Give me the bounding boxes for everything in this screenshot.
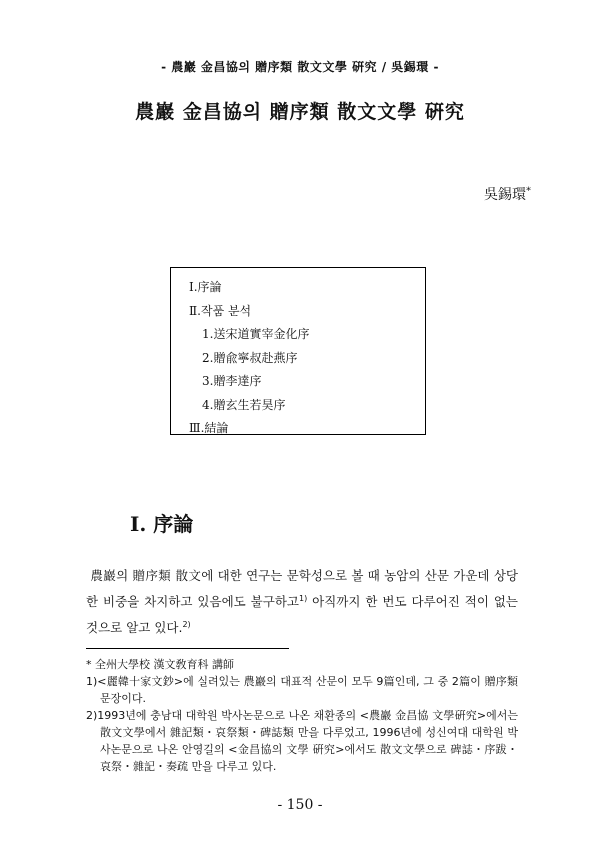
footnote-divider [86, 648, 289, 649]
toc-item-analysis-4: 4.贈玄生若昊序 [202, 397, 286, 412]
table-of-contents [170, 267, 426, 435]
toc-item-analysis-2: 2.贈兪寧叔赴燕序 [202, 350, 298, 365]
toc-item-analysis-3: 3.贈李達序 [202, 374, 262, 388]
running-header: - 農巖 金昌協의 贈序類 散文文學 硏究 / 吳錫環 - [161, 60, 439, 74]
footnote-2: 2)1993년에 충남대 대학원 박사논문으로 나온 채환종의 <農巖 金昌協 文學硏究>에서는 散文文學에서 雜記類・哀祭類・碑誌類 만을 다루었고, 1996년에 성신여대 대학원 박사논문으로 나온 안영길의 <金昌協의 文學 硏究>에서도 散文文學으로 碑誌・序跋・哀祭・雜記・奏疏 만을 다루고 있다. [86, 709, 518, 773]
author-name: 吳錫環 [484, 187, 526, 203]
toc-item-analysis-1: 1.送宋道實宰金化序 [202, 327, 310, 341]
article-title: 農巖 金昌協의 贈序類 散文文學 硏究 [135, 101, 465, 123]
footnote-affiliation: * 全州大學校 漢文敎育科 講師 [86, 658, 234, 671]
toc-item-analysis: Ⅱ.작품 분석 [189, 303, 252, 318]
body-paragraph [86, 563, 518, 641]
footnote-ref-1: 1) [298, 593, 308, 603]
body-text-1: 農巖의 贈序類 散文에 대한 연구는 문학성으로 볼 때 농암의 산문 가운데 상당한 비중을 차지하고 있음에도 불구하고 [86, 567, 518, 609]
page-number: - 150 - [277, 797, 323, 813]
section-heading: Ⅰ. 序論 [130, 512, 194, 536]
footnote-ref-2: 2) [182, 619, 191, 629]
body-text-2: 아직까지 한 번도 다루어진 적이 없는 것으로 알고 있다. [86, 593, 518, 635]
author-footnote-mark: * [526, 185, 531, 197]
toc-item-introduction: Ⅰ.序論 [189, 280, 222, 294]
footnote-1: 1)<麗韓十家文鈔>에 실려있는 農巖의 대표적 산문이 모두 9篇인데, 그 중 2篇이 贈序類 문장이다. [86, 675, 518, 705]
footnotes [86, 656, 518, 775]
author-line [484, 184, 531, 204]
toc-item-conclusion: Ⅲ.結論 [189, 421, 229, 435]
